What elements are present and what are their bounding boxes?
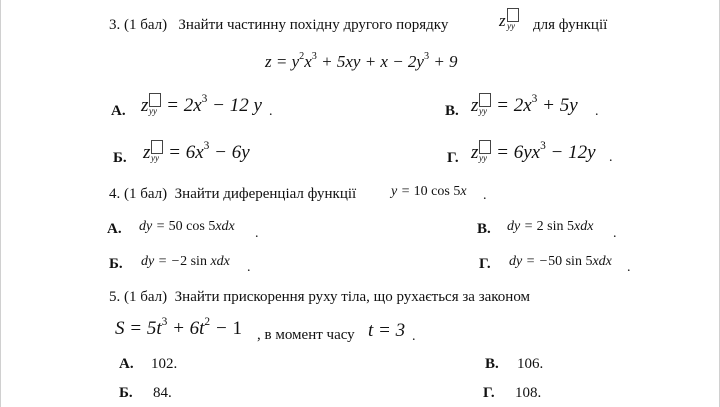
q3-title: Знайти частинну похідну другого порядку — [178, 17, 449, 33]
q5-option-c-label: Б. — [119, 385, 133, 401]
q5-option-b-label: В. — [485, 356, 499, 372]
q5-option-d-label: Г. — [483, 385, 495, 401]
q3-option-b-expr: z yy = $2x^3 + 5y$ — [471, 92, 578, 116]
q5-title: Знайти прискорення руху тіла, що рухається за законом — [174, 289, 531, 305]
q5-option-c-value: 84. — [153, 385, 172, 401]
q3-option-c-expr: z yy = $6x^3 - 6y$ — [143, 139, 250, 163]
q5-moment-text: , в момент часу — [257, 327, 355, 343]
q4-option-d-label: Г. — [479, 256, 491, 272]
q5-option-b-value: 106. — [517, 356, 544, 372]
q5-law: $S = 5t^3 + 6t^2 - 1$ — [115, 315, 242, 339]
q3-option-b-dot: . — [595, 104, 599, 119]
q3-header: 3. (1 бал) Знайти частинну похідну другого порядку — [109, 17, 449, 33]
q5-header: 5. (1 бал) Знайти прискорення руху тіла, що рухається за законом — [109, 289, 531, 305]
q3-option-b-label: В. — [445, 103, 459, 119]
q5-option-d-value: 108. — [515, 385, 542, 401]
q5-option-a-value: 102. — [151, 356, 178, 372]
q4-option-b-dot: . — [613, 226, 617, 241]
q3-option-d-dot: . — [609, 150, 613, 165]
q4-header: 4. (1 бал) Знайти диференціал функції — [109, 186, 357, 202]
q5-moment: t = 3 — [368, 320, 406, 341]
q4-title: Знайти диференціал функції — [174, 186, 357, 202]
q4-option-c-expr: dy = −2 sin xdx — [141, 254, 230, 269]
q4-option-c-dot: . — [247, 260, 251, 275]
q3-option-a-label: А. — [111, 103, 126, 119]
q3-tail: для функції — [533, 17, 608, 33]
q3-option-a-expr: z yy = $2x^3 - 12$ y — [141, 92, 262, 116]
q4-option-a-label: А. — [107, 221, 122, 237]
q3-formula: $z = y^2x^3 + 5xy + x - 2y^3 + 9$ — [265, 50, 458, 71]
q4-option-b-label: В. — [477, 221, 491, 237]
q4-option-d-dot: . — [627, 260, 631, 275]
q4-option-c-label: Б. — [109, 256, 123, 272]
q4-option-a-expr: dy = 50 cos 5xdx — [139, 219, 235, 234]
q3-option-c-label: Б. — [113, 150, 127, 166]
q5-moment-dot: . — [412, 329, 416, 344]
q3-derivative-symbol: z yy — [499, 8, 519, 31]
q4-function: y = 10 cos 5x — [391, 184, 467, 199]
q3-option-d-expr: z yy = $6yx^3 - 12y$ — [471, 139, 596, 163]
q4-function-dot: . — [483, 188, 487, 203]
q3-option-d-label: Г. — [447, 150, 459, 166]
q4-option-d-expr: dy = −50 sin 5xdx — [509, 254, 612, 269]
q4-option-b-expr: dy = 2 sin 5xdx — [507, 219, 594, 234]
q5-option-a-label: А. — [119, 356, 134, 372]
q4-option-a-dot: . — [255, 226, 259, 241]
q3-option-a-dot: . — [269, 104, 273, 119]
